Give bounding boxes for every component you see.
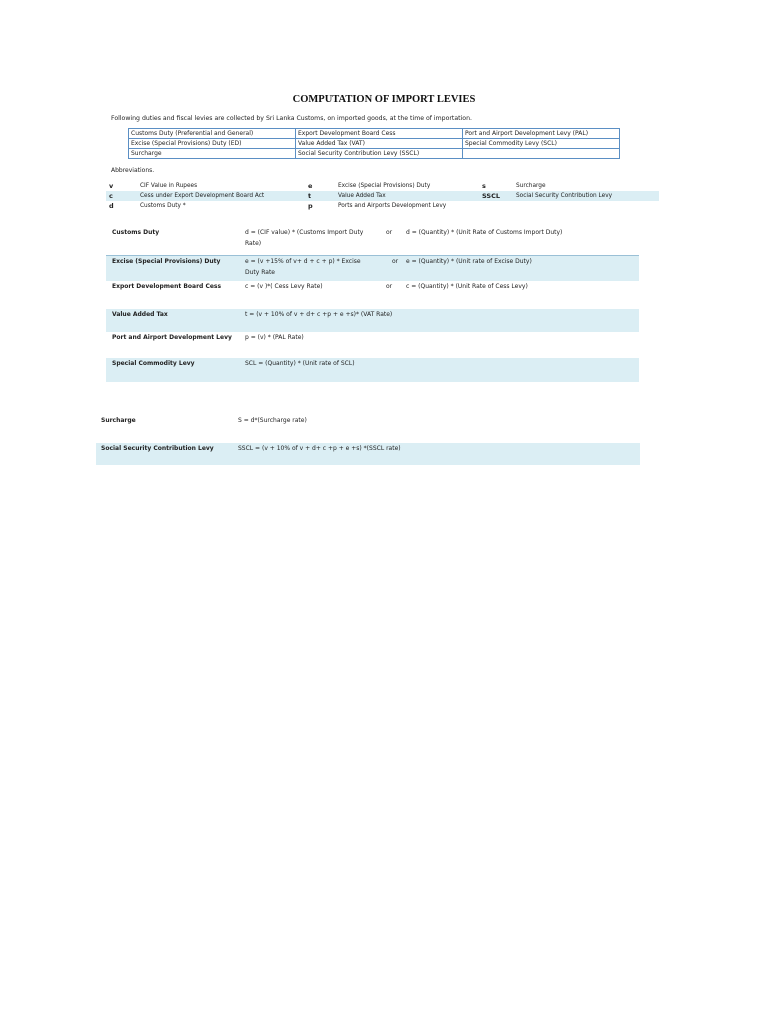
formula-text-cont: Duty Rate xyxy=(245,269,275,276)
table-cell: Value Added Tax (VAT) xyxy=(296,139,463,149)
intro-text: Following duties and fiscal levies are collected by Sri Lanka Customs, on imported goods, at the time of importation. xyxy=(111,115,472,122)
abbr-desc: Excise (Special Provisions) Duty xyxy=(338,183,431,189)
abbr-symbol: s xyxy=(482,182,486,190)
formula-label: Customs Duty xyxy=(112,229,160,236)
table-cell xyxy=(463,149,620,159)
abbr-desc: Social Security Contribution Levy xyxy=(516,193,613,199)
table-cell: Customs Duty (Preferential and General) xyxy=(129,129,296,139)
formula-sscl xyxy=(96,443,640,465)
table-cell: Special Commodity Levy (SCL) xyxy=(463,139,620,149)
formula-excise xyxy=(106,255,639,281)
formula-alt: c = (Quantity) * (Unit Rate of Cess Levy) xyxy=(406,283,528,290)
abbr-symbol: v xyxy=(109,182,114,190)
abbr-symbol: p xyxy=(308,202,313,210)
abbr-symbol: d xyxy=(109,202,114,210)
table-row xyxy=(129,149,620,159)
formula-alt: d = (Quantity) * (Unit Rate of Customs Import Duty) xyxy=(406,229,563,236)
formula-label: Export Development Board Cess xyxy=(112,283,222,290)
table-cell: Surcharge xyxy=(129,149,296,159)
formula-label: Value Added Tax xyxy=(112,311,168,318)
formula-cess xyxy=(106,281,639,295)
abbreviation-row xyxy=(106,191,659,201)
formula-label: Excise (Special Provisions) Duty xyxy=(112,258,221,265)
abbr-desc: Customs Duty * xyxy=(140,203,186,209)
abbreviations-heading: Abbreviations. xyxy=(111,167,155,174)
formula-text: S = d*(Surcharge rate) xyxy=(238,417,307,424)
abbr-symbol: t xyxy=(308,192,312,200)
formula-text: c = (v )*( Cess Levy Rate) xyxy=(245,283,323,290)
formula-alt: e = (Quantity) * (Unit rate of Excise Duty) xyxy=(406,258,532,265)
levies-table xyxy=(128,128,620,159)
page-title: COMPUTATION OF IMPORT LEVIES xyxy=(292,94,476,105)
formula-scl xyxy=(106,358,639,382)
formula-text: t = (v + 10% of v + d+ c +p + e +s)* (VAT Rate) xyxy=(245,311,393,318)
formula-text: e = (v +15% of v+ d + c + p) * Excise xyxy=(245,258,361,265)
formula-text: SCL = (Quantity) * (Unit rate of SCL) xyxy=(245,360,355,367)
formula-customs-duty xyxy=(106,226,639,254)
table-row xyxy=(129,129,620,139)
table-cell: Excise (Special Provisions) Duty (ED) xyxy=(129,139,296,149)
abbr-desc: Cess under Export Development Board Act xyxy=(140,193,265,199)
abbr-symbol: SSCL xyxy=(482,192,500,200)
table-row xyxy=(129,139,620,149)
or-text: or xyxy=(386,283,393,290)
or-text: or xyxy=(392,258,399,265)
table-cell: Export Development Board Cess xyxy=(296,129,463,139)
abbreviation-row xyxy=(106,181,659,191)
formula-surcharge xyxy=(96,415,640,429)
formula-text: p = (v) * (PAL Rate) xyxy=(245,334,304,341)
formula-text: SSCL = (v + 10% of v + d+ c +p + e +s) *(SSCL rate) xyxy=(238,445,401,452)
abbr-desc: Surcharge xyxy=(516,183,546,189)
formula-text: d = (CIF value) * (Customs Import Duty xyxy=(245,229,364,236)
or-text: or xyxy=(386,229,393,236)
formula-label: Port and Airport Development Levy xyxy=(112,334,232,341)
table-cell: Port and Airport Development Levy (PAL) xyxy=(463,129,620,139)
formula-label: Special Commodity Levy xyxy=(112,360,195,367)
formula-text-cont: Rate) xyxy=(245,240,262,247)
formula-label: Surcharge xyxy=(101,417,136,424)
formula-pal xyxy=(106,332,639,354)
table-cell: Social Security Contribution Levy (SSCL) xyxy=(296,149,463,159)
abbr-desc: Ports and Airports Development Levy xyxy=(338,203,447,209)
formula-vat xyxy=(106,309,639,332)
abbr-desc: CIF Value in Rupees xyxy=(140,183,198,189)
formula-label: Social Security Contribution Levy xyxy=(101,445,214,452)
abbr-symbol: c xyxy=(109,192,113,200)
abbreviation-row xyxy=(106,201,659,211)
abbr-symbol: e xyxy=(308,182,313,190)
abbr-desc: Value Added Tax xyxy=(338,193,386,199)
